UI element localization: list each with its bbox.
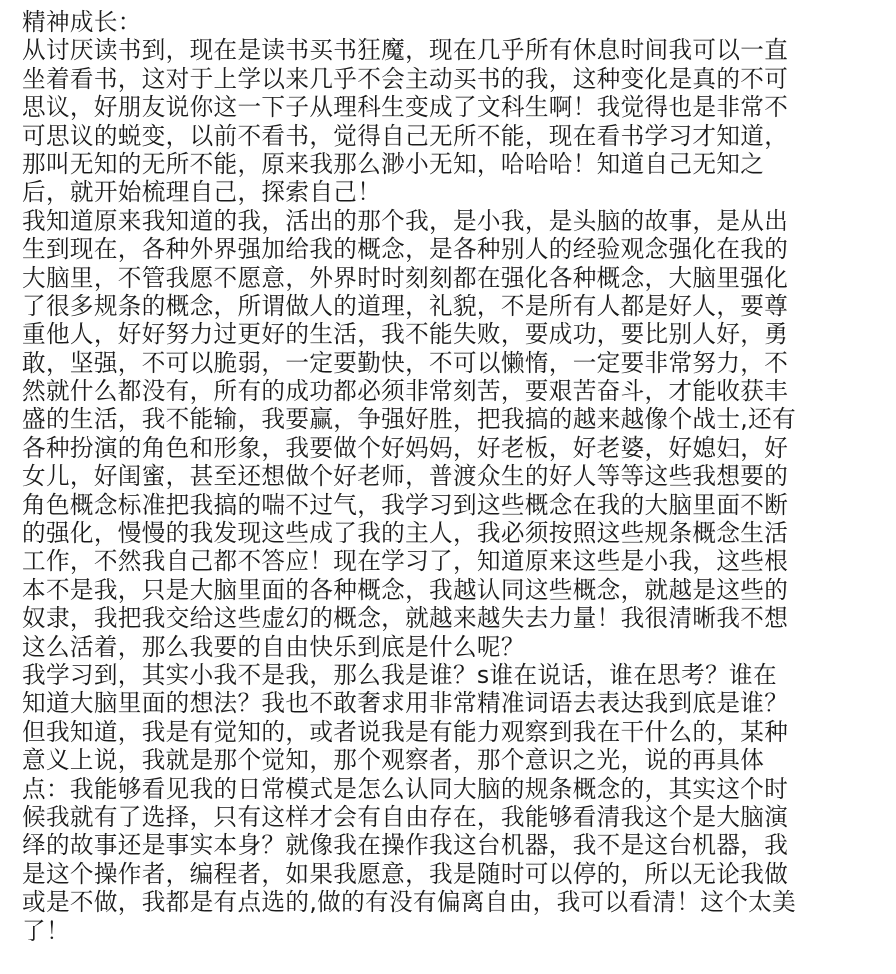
text-line-25: 知道大脑里面的想法？我也不敢奢求用非常精准词语去表达我到底是谁？ — [22, 689, 789, 718]
text-line-22: 奴隶，我把我交给这些虚幻的概念，就越来越失去力量！我很清晰我不想 — [22, 604, 789, 633]
document-text-block — [22, 8, 888, 968]
text-line-3: 坐着看书，这对于上学以来几乎不会主动买书的我，这种变化是真的不可 — [22, 64, 789, 93]
text-line-17: 女儿，好闺蜜，甚至还想做个好老师，普渡众生的好人等等这些我想要的 — [22, 462, 789, 491]
text-line-9: 生到现在，各种外界强加给我的概念，是各种别人的经验观念强化在我的 — [22, 235, 789, 264]
text-line-16: 各种扮演的角色和形象，我要做个好妈妈，好老板，好老婆，好媳妇，好 — [22, 433, 789, 462]
text-line-18: 角色概念标准把我搞的喘不过气，我学习到这些概念在我的大脑里面不断 — [22, 490, 789, 519]
text-line-28: 点：我能够看见我的日常模式是怎么认同大脑的规条概念的，其实这个时 — [22, 774, 789, 803]
text-line-4: 思议，好朋友说你这一下子从理科生变成了文科生啊！我觉得也是非常不 — [22, 93, 789, 122]
text-line-7: 后，就开始梳理自己，探索自己！ — [22, 178, 382, 207]
text-line-26: 但我知道，我是有觉知的，或者说我是有能力观察到我在干什么的，某种 — [22, 717, 789, 746]
text-line-19: 的强化，慢慢的我发现这些成了我的主人，我必须按照这些规条概念生活 — [22, 519, 789, 548]
text-line-12: 重他人，好好努力过更好的生活，我不能失败，要成功，要比别人好，勇 — [22, 320, 789, 349]
text-line-8: 我知道原来我知道的我，活出的那个我，是小我，是头脑的故事，是从出 — [22, 206, 789, 235]
text-line-2: 从讨厌读书到，现在是读书买书狂魔，现在几乎所有休息时间我可以一直 — [22, 36, 789, 65]
text-line-11: 了很多规条的概念，所谓做人的道理，礼貌，不是所有人都是好人，要尊 — [22, 291, 789, 320]
text-line-31: 是这个操作者，编程者，如果我愿意，我是随时可以停的，所以无论我做 — [22, 859, 789, 888]
text-line-21: 本不是我，只是大脑里面的各种概念，我越认同这些概念，就越是这些的 — [22, 575, 789, 604]
text-line-6: 那叫无知的无所不能，原来我那么渺小无知，哈哈哈！知道自己无知之 — [22, 149, 765, 178]
text-line-24: 我学习到，其实小我不是我，那么我是谁？s谁在说话，谁在思考？谁在 — [22, 660, 777, 689]
text-line-1: 精神成长： — [22, 8, 142, 36]
text-line-29: 候我就有了选择，只有这样才会有自由存在，我能够看清我这个是大脑演 — [22, 802, 789, 831]
text-line-23: 这么活着，那么我要的自由快乐到底是什么呢？ — [22, 632, 525, 661]
text-line-5: 可思议的蜕变，以前不看书，觉得自己无所不能，现在看书学习才知道， — [22, 121, 789, 150]
text-line-32: 或是不做，我都是有点选的,做的有没有偏离自由，我可以看清！这个太美 — [22, 888, 797, 917]
text-line-33: 了！ — [22, 916, 70, 945]
text-line-13: 敢，坚强，不可以脆弱，一定要勤快，不可以懒惰，一定要非常努力，不 — [22, 348, 789, 377]
text-line-20: 工作，不然我自己都不答应！现在学习了，知道原来这些是小我，这些根 — [22, 547, 789, 576]
text-line-27: 意义上说，我就是那个觉知，那个观察者，那个意识之光，说的再具体 — [22, 746, 765, 775]
text-line-10: 大脑里，不管我愿不愿意，外界时时刻刻都在强化各种概念，大脑里强化 — [22, 263, 789, 292]
text-line-30: 绎的故事还是事实本身？就像我在操作我这台机器，我不是这台机器，我 — [22, 831, 789, 860]
text-line-14: 然就什么都没有，所有的成功都必须非常刻苦，要艰苦奋斗，才能收获丰 — [22, 377, 789, 406]
text-line-15: 盛的生活，我不能输，我要赢，争强好胜，把我搞的越来越像个战士,还有 — [22, 405, 797, 434]
